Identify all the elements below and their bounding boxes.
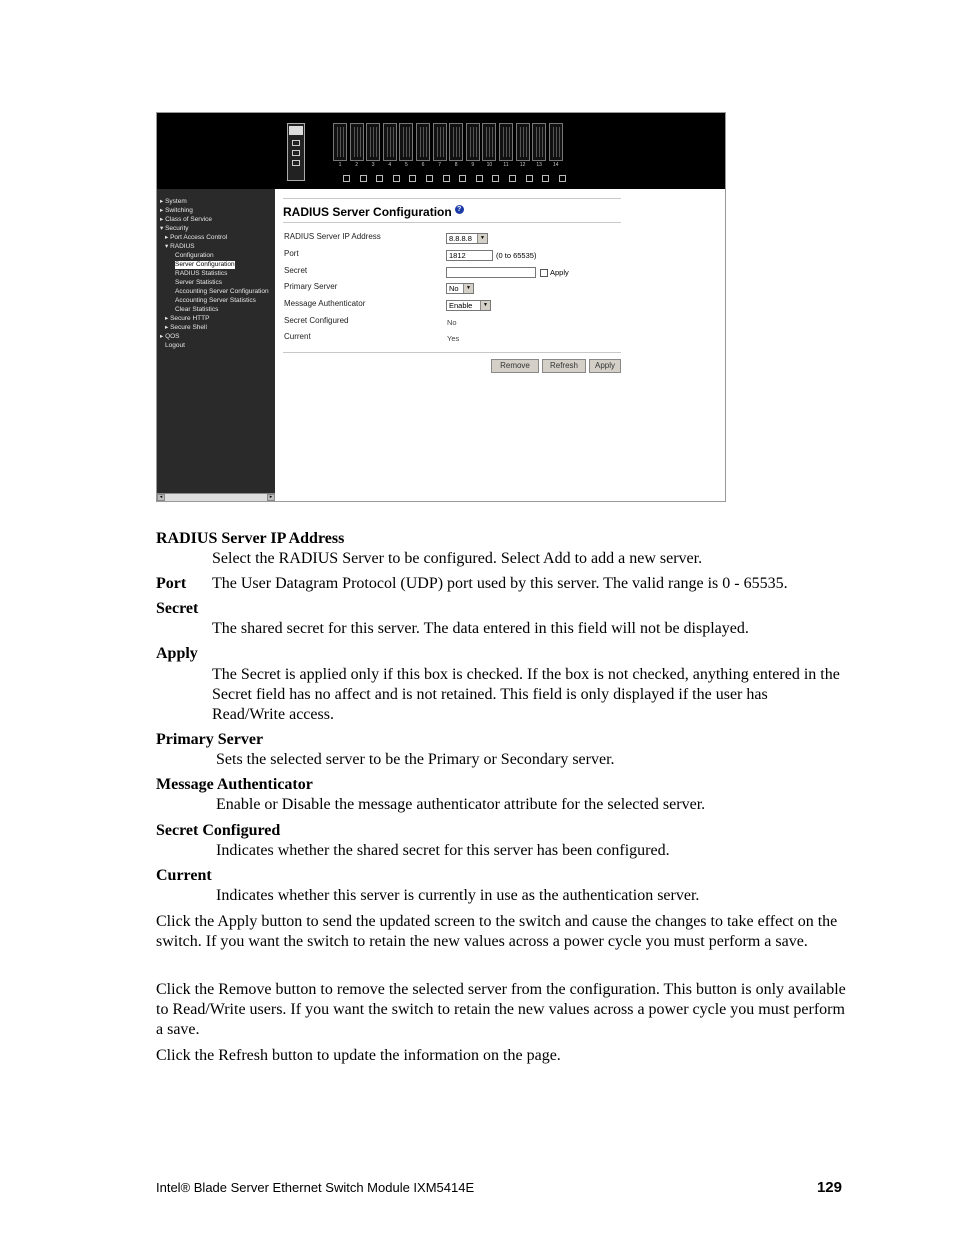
remove-button[interactable]: Remove — [491, 359, 539, 373]
port-led-icon — [559, 175, 566, 182]
nav-item[interactable]: ▸ System — [160, 198, 187, 205]
port-slot — [399, 123, 413, 161]
label-port: Port — [284, 249, 299, 258]
apply-checkbox[interactable]: Apply — [540, 268, 569, 277]
port-slot — [433, 123, 447, 161]
config-panel — [275, 189, 726, 502]
nav-item[interactable]: Accounting Server Statistics — [175, 297, 256, 304]
port-slot — [350, 123, 364, 161]
port-led-icon — [542, 175, 549, 182]
port-number: 14 — [553, 162, 559, 168]
nav-tree — [157, 189, 275, 502]
label-secret-configured: Secret Configured — [284, 316, 349, 325]
port-led-icon — [393, 175, 400, 182]
nav-item[interactable]: ▸ Switching — [160, 207, 193, 214]
port-led-icon — [476, 175, 483, 182]
port-led-icon — [492, 175, 499, 182]
apply-button[interactable]: Apply — [589, 359, 621, 373]
term-msg-auth: Message Authenticator — [156, 776, 313, 793]
desc-primary: Sets the selected server to be the Primary or Secondary server. — [216, 751, 615, 768]
port-number: 3 — [371, 162, 375, 168]
port-number: 12 — [519, 162, 526, 168]
paragraph-apply: Click the Apply button to send the updated screen to the switch and cause the changes to take effect on the switch. If you want the switch to retain the new values across a power cycle you must perform a save. — [156, 913, 838, 950]
ip-select[interactable]: 8.8.8.8 ▼ — [446, 233, 488, 244]
label-ip: RADIUS Server IP Address — [284, 232, 381, 241]
port-led-icon — [443, 175, 450, 182]
port-led-icon — [360, 175, 367, 182]
term-current: Current — [156, 867, 212, 884]
paragraph-remove: Click the Remove button to remove the selected server from the configuration. This button is only available to Read/Write users. If you want the switch to retain the new values across a power cycle you must perform a save. — [156, 981, 846, 1038]
nav-item[interactable]: Clear Statistics — [175, 306, 219, 313]
panel-title: RADIUS Server Configuration ? — [283, 205, 464, 219]
port-number: 10 — [486, 162, 493, 168]
port-led-icon — [343, 175, 350, 182]
port-number: 5 — [405, 162, 408, 168]
term-primary: Primary Server — [156, 731, 264, 748]
port-slot — [549, 123, 563, 161]
port-slot — [466, 123, 480, 161]
switch-banner — [157, 113, 726, 189]
port-number: 2 — [355, 162, 358, 168]
nav-item[interactable]: ▸ QOS — [160, 333, 180, 340]
port-slot — [366, 123, 380, 161]
chevron-down-icon: ▼ — [463, 284, 473, 293]
port-number: 13 — [536, 162, 542, 168]
screenshot-figure — [156, 112, 726, 502]
scroll-left-icon[interactable]: ◂ — [157, 494, 165, 501]
port-led-icon — [426, 175, 433, 182]
nav-item[interactable]: Server Statistics — [175, 279, 222, 286]
port-slot — [383, 123, 397, 161]
chevron-down-icon: ▼ — [477, 234, 487, 243]
nav-item[interactable]: Logout — [165, 342, 185, 349]
port-led-icon — [376, 175, 383, 182]
port-input[interactable]: 1812 — [446, 250, 493, 261]
nav-item[interactable]: ▾ RADIUS — [165, 243, 195, 250]
port-number: 7 — [438, 162, 441, 168]
nav-item[interactable]: ▸ Port Access Control — [165, 234, 228, 241]
checkbox-icon[interactable] — [540, 269, 548, 277]
divider — [283, 352, 621, 353]
port-slot — [532, 123, 546, 161]
port-number: 6 — [421, 162, 425, 168]
label-msg-auth: Message Authenticator — [284, 299, 366, 308]
scroll-right-icon[interactable]: ▸ — [267, 494, 275, 501]
port-number: 4 — [388, 162, 392, 168]
page-number: 129 — [816, 1179, 842, 1196]
port-number: 1 — [338, 162, 342, 168]
port-led-icon — [409, 175, 416, 182]
footer-title: Intel® Blade Server Ethernet Switch Module IXM5414E — [156, 1180, 475, 1195]
nav-item[interactable]: ▾ Security — [160, 225, 189, 232]
paragraph-refresh: Click the Refresh button to update the information on the page. — [156, 1047, 561, 1064]
label-primary: Primary Server — [284, 282, 338, 291]
module-led — [292, 150, 300, 156]
module-faceplate — [287, 123, 305, 181]
label-secret: Secret — [284, 266, 308, 275]
current-value: Yes — [447, 334, 460, 343]
help-icon[interactable]: ? — [455, 205, 464, 214]
desc-secret: The shared secret for this server. The data entered in this field will not be displayed. — [212, 620, 749, 637]
divider — [283, 222, 621, 223]
desc-msg-auth: Enable or Disable the message authenticator attribute for the selected server. — [216, 796, 706, 813]
port-number: 11 — [503, 162, 509, 168]
port-range: (0 to 65535) — [496, 251, 537, 260]
port-slot — [516, 123, 530, 161]
nav-item[interactable]: ▸ Class of Service — [160, 216, 213, 223]
desc-port: The User Datagram Protocol (UDP) port used by this server. The valid range is 0 - 65535. — [212, 575, 788, 592]
term-ip: RADIUS Server IP Address — [156, 530, 345, 547]
module-led — [292, 160, 300, 166]
nav-item[interactable]: ▸ Secure Shell — [165, 324, 207, 331]
port-slot — [499, 123, 513, 161]
nav-item[interactable]: RADIUS Statistics — [175, 270, 228, 277]
port-number: 8 — [454, 162, 458, 168]
port-slot — [416, 123, 430, 161]
primary-select[interactable]: No ▼ — [446, 283, 474, 294]
msg-auth-select[interactable]: Enable ▼ — [446, 300, 491, 311]
secret-configured-value: No — [447, 318, 457, 327]
nav-item[interactable]: Server Configuration — [175, 261, 235, 268]
nav-item[interactable]: ▸ Secure HTTP — [165, 315, 210, 322]
nav-item[interactable]: Configuration — [175, 252, 214, 259]
module-label — [289, 126, 303, 135]
module-led — [292, 140, 300, 146]
port-slot — [482, 123, 496, 161]
term-secret: Secret — [156, 600, 199, 617]
desc-current: Indicates whether this server is currently in use as the authentication server. — [216, 887, 700, 904]
divider — [283, 198, 621, 199]
term-secret-configured: Secret Configured — [156, 822, 281, 839]
port-led-icon — [509, 175, 516, 182]
refresh-button[interactable]: Refresh — [542, 359, 586, 373]
port-slot — [333, 123, 347, 161]
port-led-icon — [459, 175, 466, 182]
secret-input[interactable] — [446, 267, 536, 278]
port-number: 9 — [471, 162, 475, 168]
chevron-down-icon: ▼ — [480, 301, 490, 310]
port-led-icon — [526, 175, 533, 182]
port-slot — [449, 123, 463, 161]
label-current: Current — [284, 332, 311, 341]
desc-secret-configured: Indicates whether the shared secret for this server has been configured. — [216, 842, 670, 859]
desc-ip: Select the RADIUS Server to be configured. Select Add to add a new server. — [212, 550, 703, 567]
nav-item[interactable]: Accounting Server Configuration — [175, 288, 269, 295]
term-port: Port — [156, 575, 187, 592]
nav-scrollbar[interactable] — [157, 493, 275, 501]
desc-apply: The Secret is applied only if this box is checked. If the box is not checked, anything entered in the Secret field has no affect and is not retained. This field is only displayed if the user has Read/Write access. — [212, 666, 840, 723]
term-apply: Apply — [156, 645, 198, 662]
